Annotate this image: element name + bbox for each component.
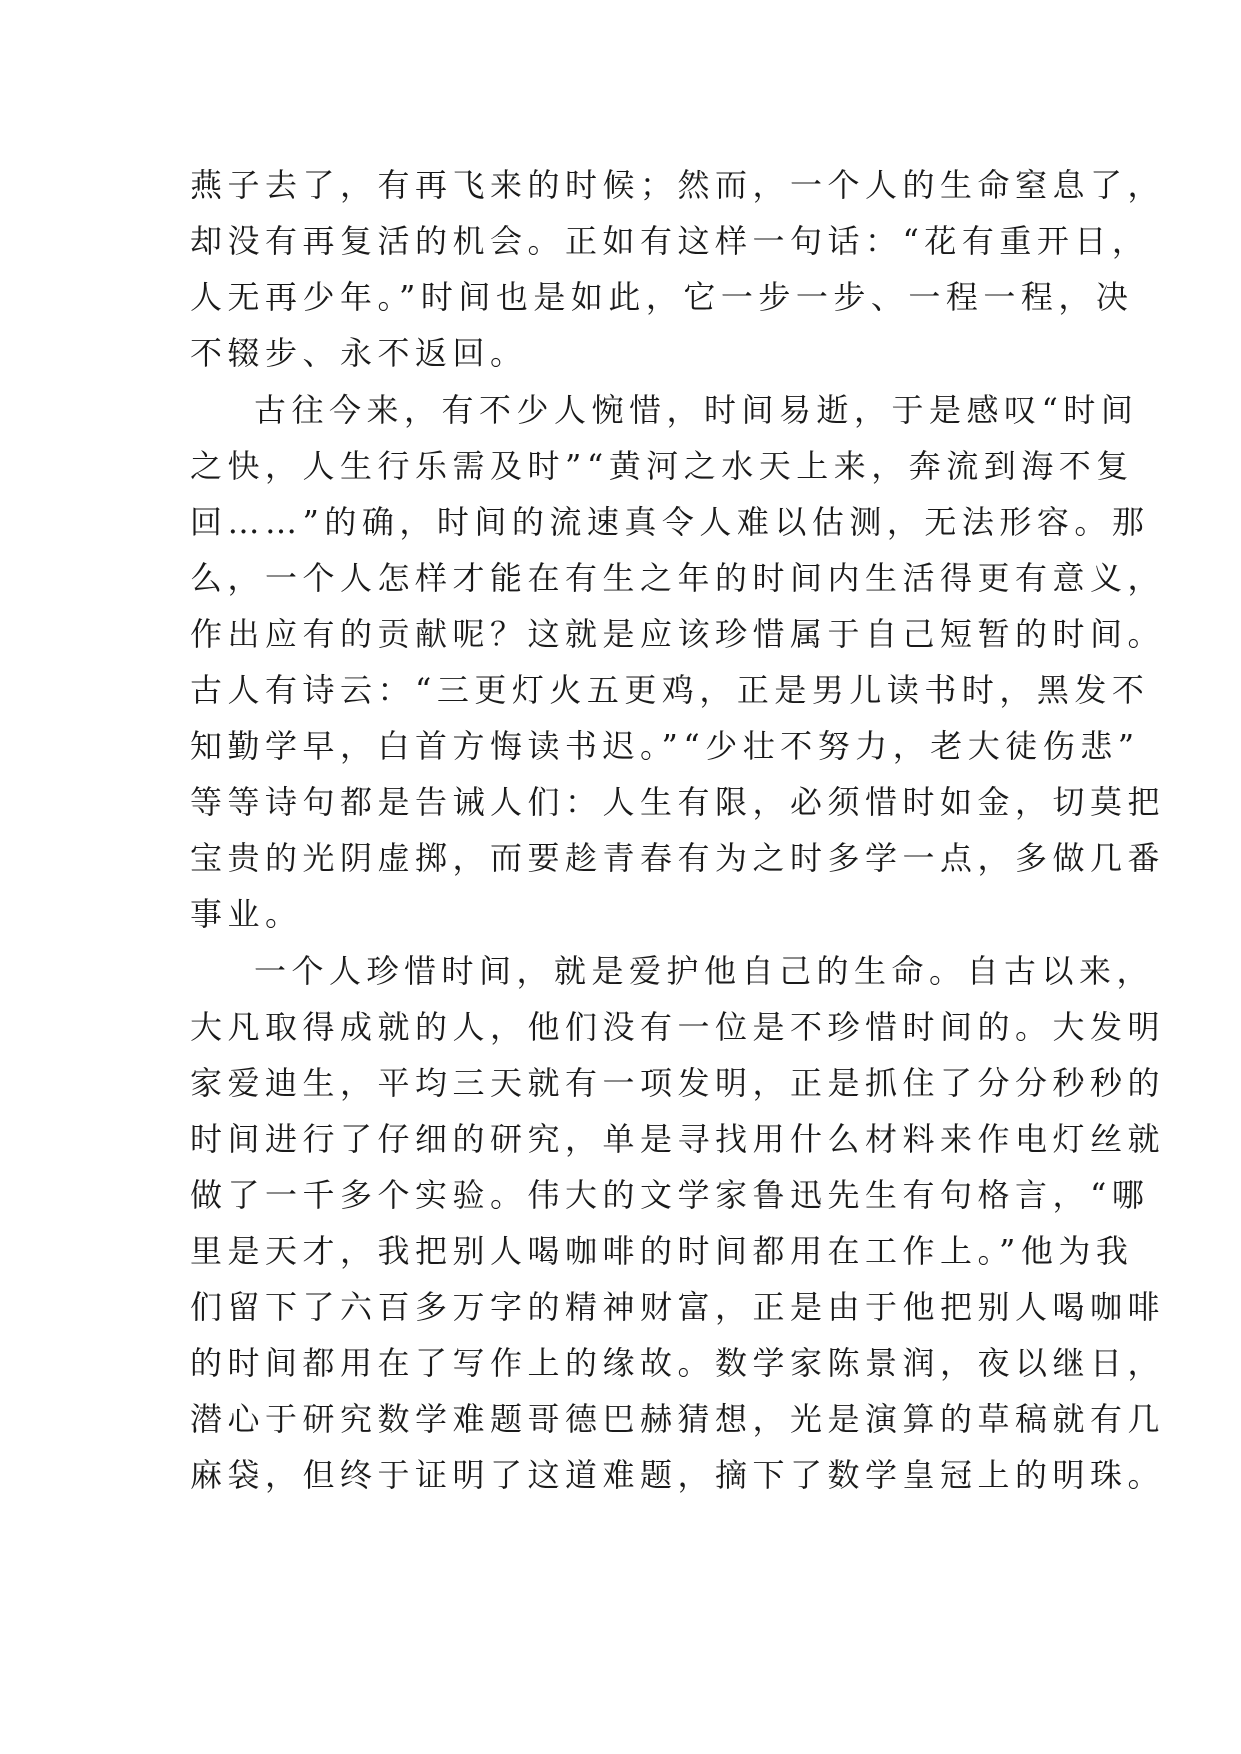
text-line: 们留下了六百多万字的精神财富，正是由于他把别人喝咖啡 (190, 1288, 1166, 1326)
text-line: 回……”的确，时间的流速真令人难以估测，无法形容。那 (190, 503, 1150, 541)
text-line: 做了一千多个实验。伟大的文学家鲁迅先生有句格言，“哪 (190, 1176, 1150, 1214)
text-line: 家爱迪生，平均三天就有一项发明，正是抓住了分分秒秒的 (190, 1064, 1166, 1102)
text-line: 燕子去了，有再飞来的时候；然而，一个人的生命窒息了， (190, 166, 1166, 204)
text-line: 知勤学早，白首方悔读书迟。”“少壮不努力，老大徒伤悲” (190, 727, 1140, 765)
text-line: 古人有诗云：“三更灯火五更鸡，正是男儿读书时，黑发不 (190, 671, 1150, 709)
text-line: 等等诗句都是告诫人们：人生有限，必须惜时如金，切莫把 (190, 783, 1166, 821)
paragraph-first-line: 古往今来，有不少人惋惜，时间易逝，于是感叹“时间 (254, 391, 1139, 429)
text-line: 么，一个人怎样才能在有生之年的时间内生活得更有意义， (190, 559, 1166, 597)
text-line: 里是天才，我把别人喝咖啡的时间都用在工作上。”他为我 (190, 1232, 1134, 1270)
text-line: 麻袋，但终于证明了这道难题，摘下了数学皇冠上的明珠。 (190, 1456, 1166, 1494)
text-line: 事业。 (190, 895, 303, 933)
text-line: 作出应有的贡献呢？这就是应该珍惜属于自己短暂的时间。 (190, 615, 1166, 653)
text-line: 之快，人生行乐需及时”“黄河之水天上来，奔流到海不复 (190, 447, 1134, 485)
text-line: 人无再少年。”时间也是如此，它一步一步、一程一程，决 (190, 278, 1134, 316)
text-line: 却没有再复活的机会。正如有这样一句话：“花有重开日， (190, 222, 1150, 260)
text-line: 时间进行了仔细的研究，单是寻找用什么材料来作电灯丝就 (190, 1120, 1166, 1158)
text-line: 不辍步、永不返回。 (190, 334, 528, 372)
paragraph-first-line: 一个人珍惜时间，就是爱护他自己的生命。自古以来， (254, 952, 1155, 990)
text-line: 宝贵的光阴虚掷，而要趁青春有为之时多学一点，多做几番 (190, 839, 1166, 877)
text-line: 的时间都用在了写作上的缘故。数学家陈景润，夜以继日， (190, 1344, 1166, 1382)
text-line: 潜心于研究数学难题哥德巴赫猜想，光是演算的草稿就有几 (190, 1400, 1166, 1438)
text-line: 大凡取得成就的人，他们没有一位是不珍惜时间的。大发明 (190, 1008, 1166, 1046)
